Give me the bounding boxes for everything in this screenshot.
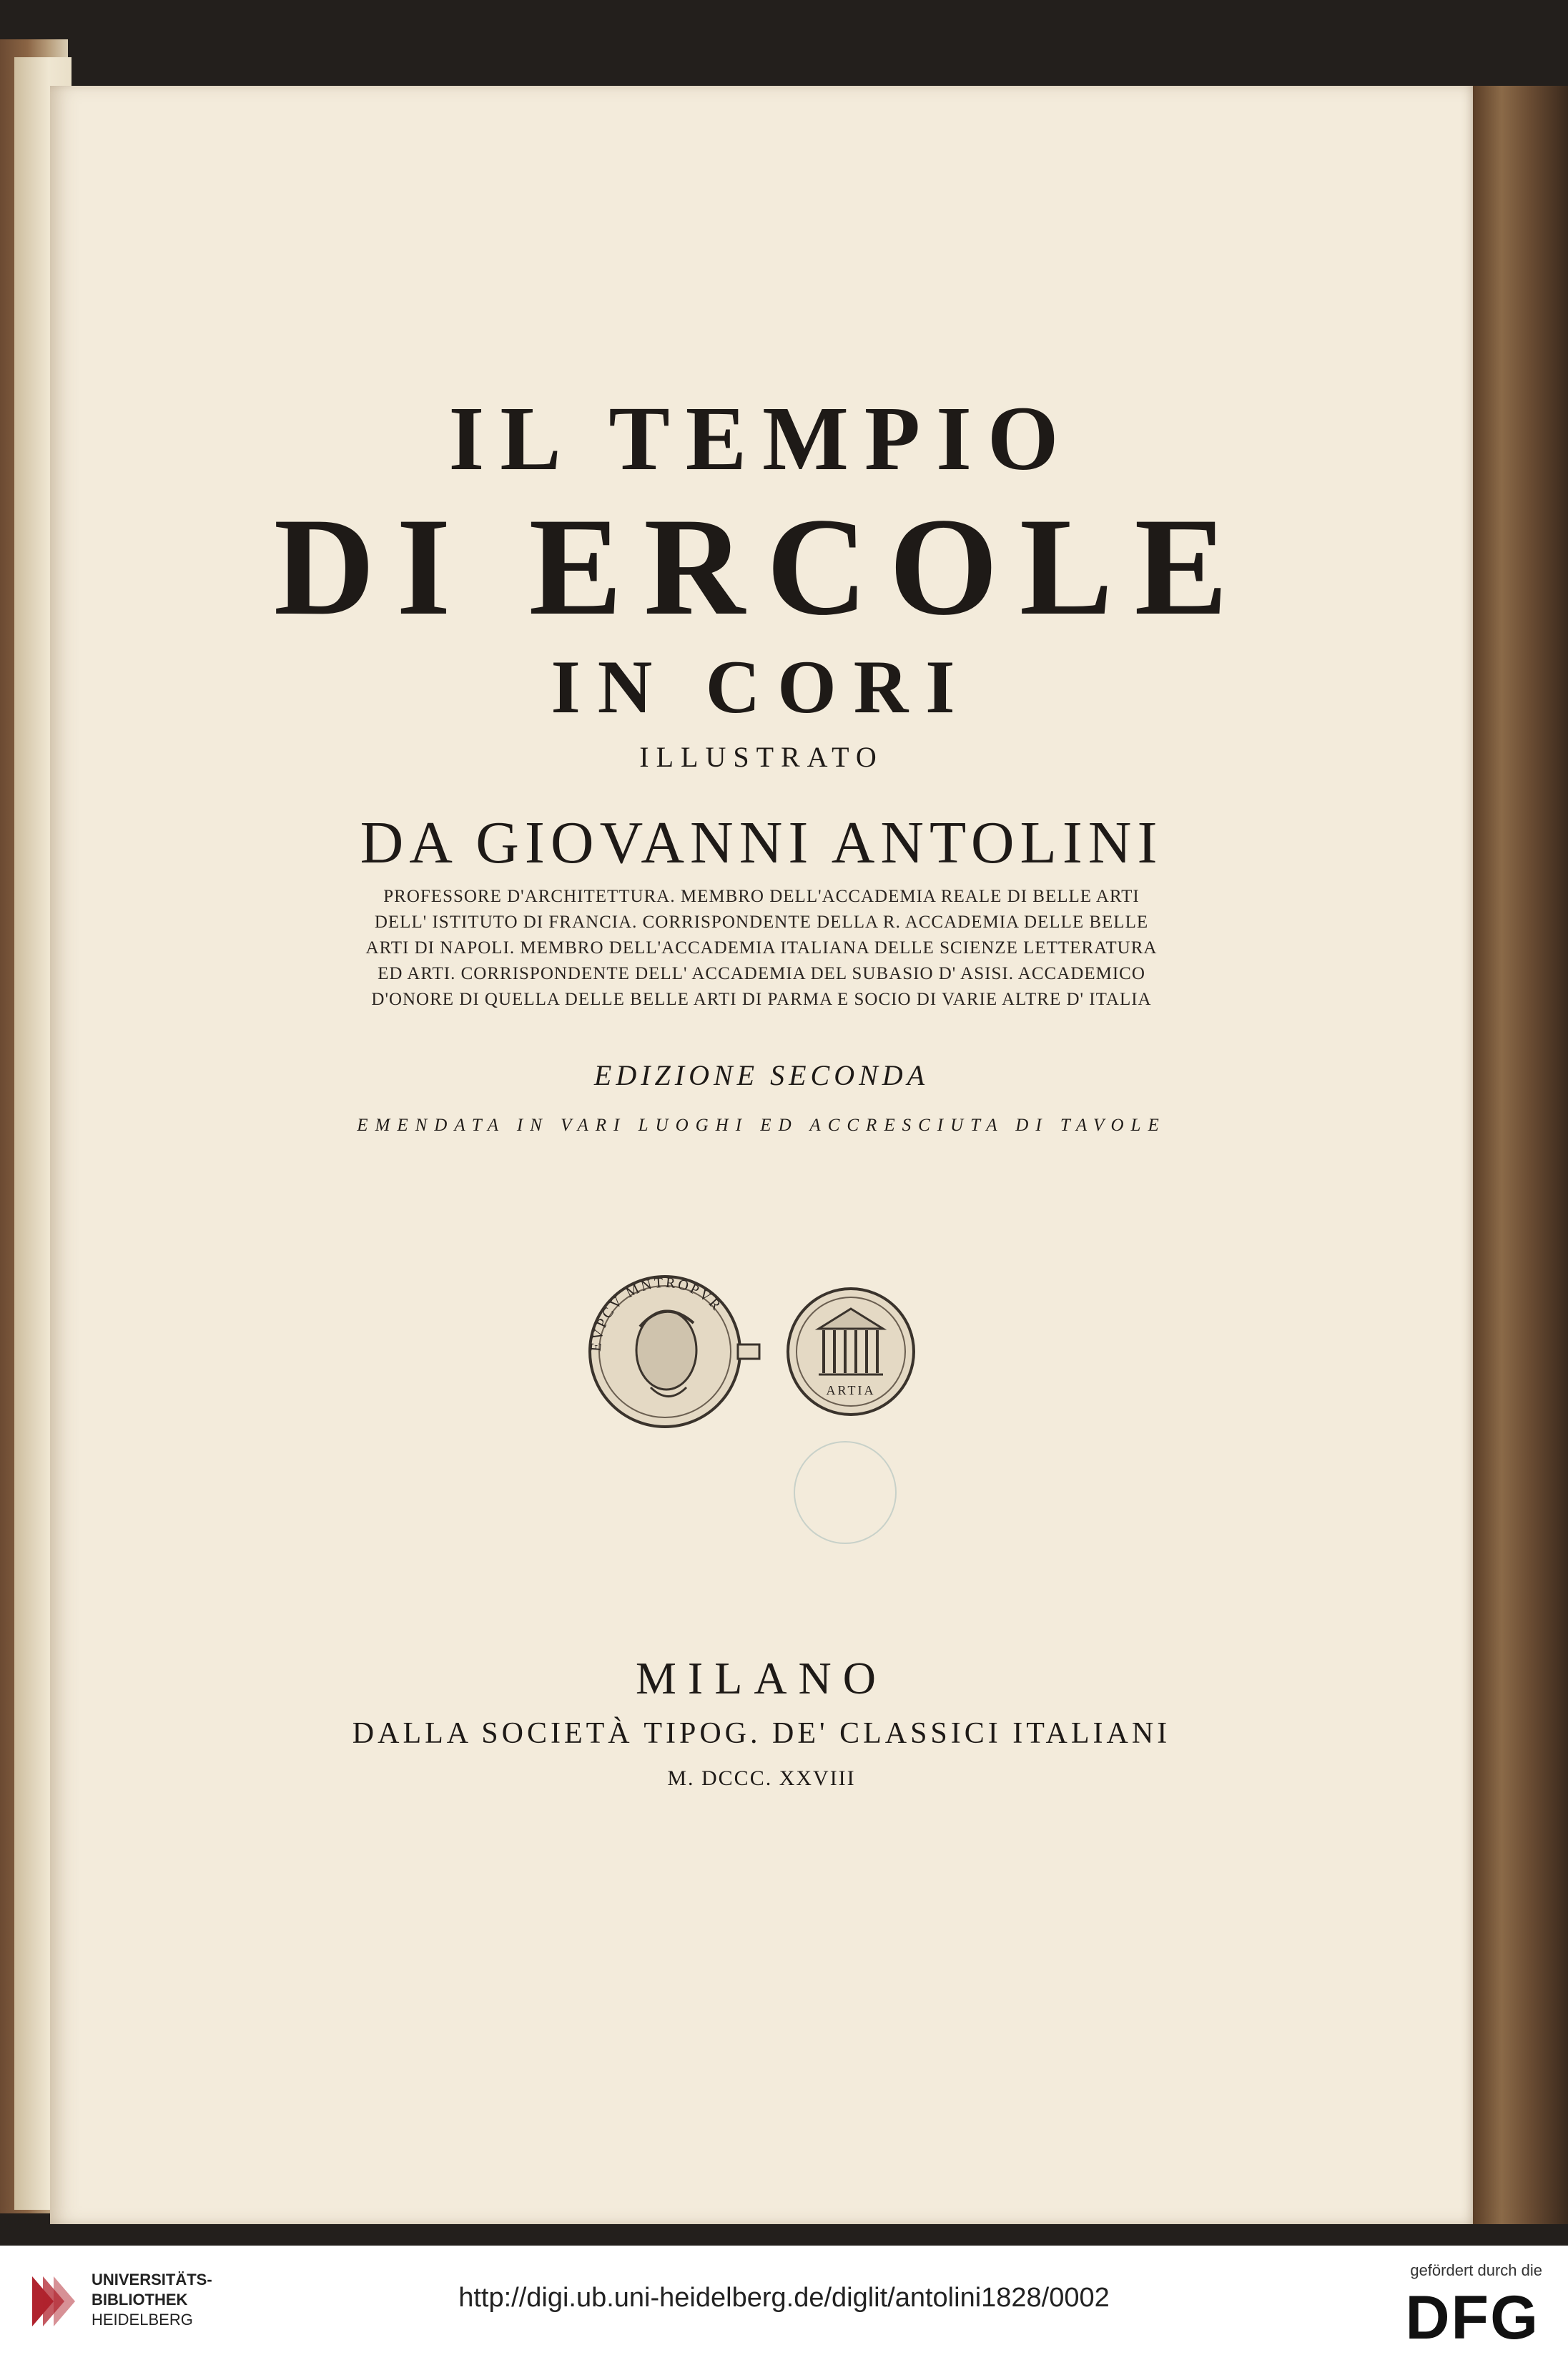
title-line-3: IN CORI: [551, 645, 972, 729]
title-line-1: IL TEMPIO: [448, 388, 1075, 489]
credential-line: PROFESSORE D'ARCHITETTURA. MEMBRO DELL'ACCADEMIA REALE DI BELLE ARTI: [383, 887, 1140, 906]
permalink-url[interactable]: http://digi.ub.uni-heidelberg.de/diglit/antolini1828/0002: [458, 2283, 1110, 2313]
library-stamp: [794, 1441, 897, 1544]
author-name: DA GIOVANNI ANTOLINI: [360, 810, 1163, 876]
library-name-line: UNIVERSITÄTS-: [92, 2271, 212, 2288]
dfg-logo[interactable]: DFG: [1405, 2283, 1539, 2352]
coin-illustration: [572, 1259, 930, 1430]
library-name-line: HEIDELBERG: [92, 2311, 193, 2329]
title-page: [50, 86, 1473, 2224]
publication-year: M. DCCC. XXVIII: [667, 1766, 856, 1790]
library-name-line: BIBLIOTHEK: [92, 2291, 188, 2309]
title-line-2: DI ERCOLE: [273, 489, 1250, 644]
footer-bar: [0, 2246, 1568, 2355]
credential-line: ED ARTI. CORRISPONDENTE DELL' ACCADEMIA DEL SUBASIO D' ASISI. ACCADEMICO: [378, 964, 1145, 983]
city: MILANO: [636, 1653, 887, 1703]
coin-left-legend: EVPCV MNTROPVR: [588, 1274, 726, 1352]
edition-note: EMENDATA IN VARI LUOGHI ED ACCRESCIUTA DI TAVOLE: [357, 1116, 1166, 1135]
credential-line: ARTI DI NAPOLI. MEMBRO DELL'ACCADEMIA ITALIANA DELLE SCIENZE LETTERATURA: [365, 938, 1158, 958]
publisher: DALLA SOCIETÀ TIPOG. DE' CLASSICI ITALIANI: [352, 1717, 1171, 1750]
book-binding-edge: [1473, 86, 1568, 2224]
credential-line: D'ONORE DI QUELLA DELLE BELLE ARTI DI PARMA E SOCIO DI VARIE ALTRE D' ITALIA: [371, 990, 1152, 1009]
credential-line: DELL' ISTITUTO DI FRANCIA. CORRISPONDENTE DELLA R. ACCADEMIA DELLE BELLE: [374, 913, 1149, 932]
funding-note: gefördert durch die: [1410, 2261, 1542, 2279]
coin-right-legend: ARTIA: [826, 1383, 876, 1397]
title-illustrato: ILLUSTRATO: [639, 741, 884, 773]
edition: EDIZIONE SECONDA: [593, 1059, 930, 1091]
